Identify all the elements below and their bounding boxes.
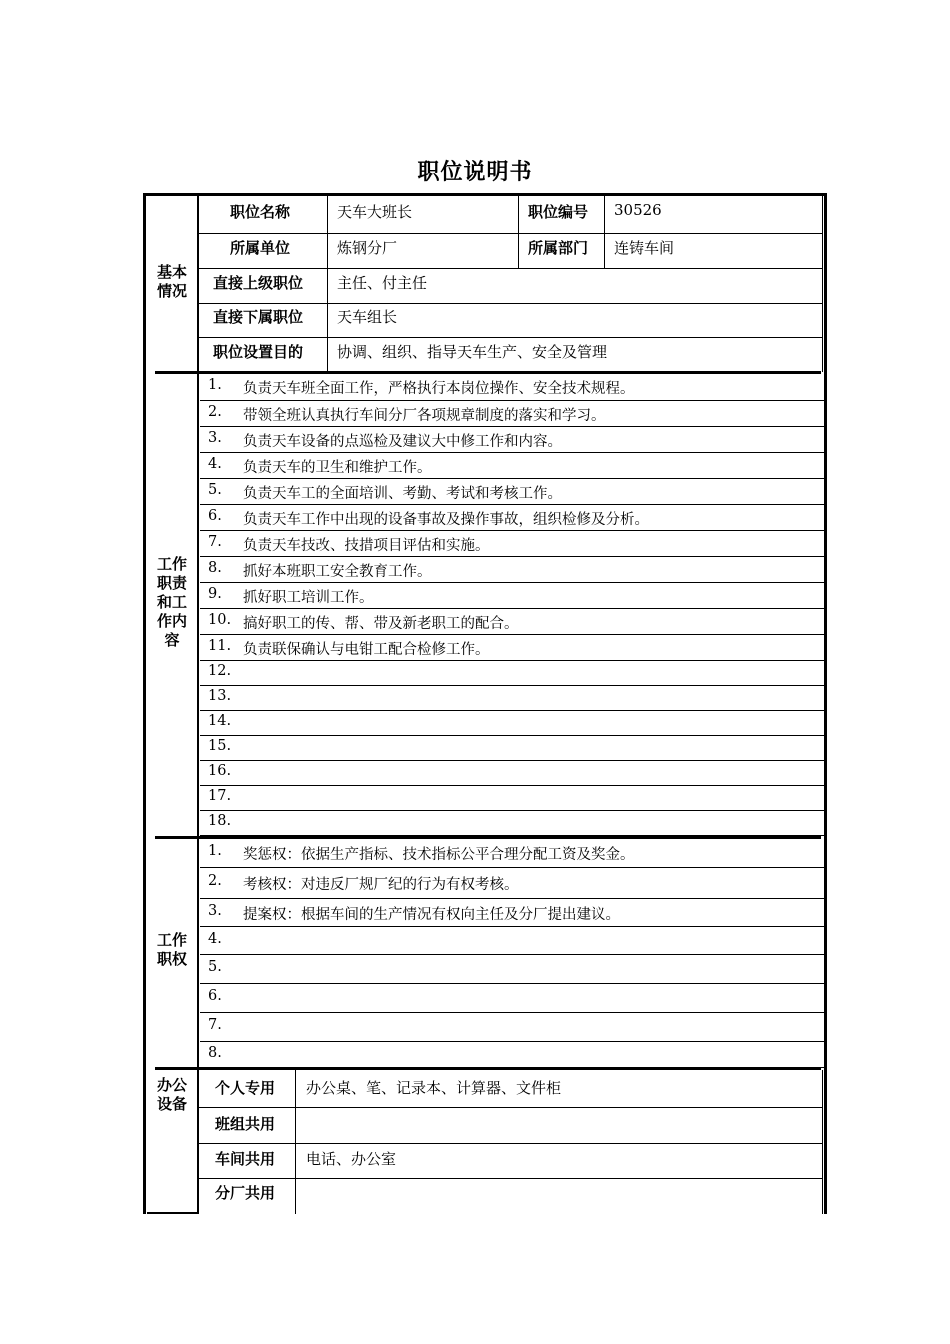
duty-text: 搞好职工的传、帮、带及新老职工的配合。 — [243, 616, 519, 632]
authority-text: 奖惩权：依据生产指标、技术指标公平合理分配工资及奖金。 — [243, 847, 635, 863]
duty-row — [200, 374, 824, 401]
duty-row — [200, 609, 824, 635]
equipment-label: 车间共用 — [215, 1150, 276, 1168]
purpose-value: 协调、组织、指导天车生产、安全及管理 — [337, 343, 608, 361]
duty-row — [200, 711, 824, 736]
table-bottom-edge — [147, 1212, 197, 1214]
duty-row — [200, 661, 824, 686]
duty-text: 负责天车设备的点巡检及建议大中修工作和内容。 — [243, 434, 562, 450]
duty-number: 1. — [208, 377, 222, 393]
authority-row — [200, 868, 824, 899]
basic-divider — [199, 303, 823, 304]
authority-number: 3. — [208, 903, 222, 919]
equipment-divider — [199, 1107, 823, 1108]
duty-number: 13. — [208, 688, 232, 704]
equipment-value: 电话、办公室 — [306, 1150, 397, 1168]
authority-row — [200, 984, 824, 1013]
basic-divider — [518, 234, 519, 268]
duty-row — [200, 557, 824, 583]
duty-row — [200, 453, 824, 479]
authority-number: 8. — [208, 1045, 222, 1061]
authority-number: 6. — [208, 988, 222, 1004]
duty-row — [200, 505, 824, 531]
equipment-label: 班组共用 — [215, 1115, 276, 1133]
duty-number: 18. — [208, 813, 232, 829]
duty-number: 17. — [208, 788, 232, 804]
position-name-value: 天车大班长 — [337, 203, 413, 221]
duty-row — [200, 736, 824, 761]
duty-number: 10. — [208, 612, 232, 628]
unit-label: 所属单位 — [230, 239, 291, 257]
unit-value: 炼钢分厂 — [337, 239, 398, 257]
basic-divider — [604, 196, 605, 268]
authority-row — [200, 927, 824, 955]
duty-number: 6. — [208, 508, 222, 524]
duty-text: 带领全班认真执行车间分厂各项规章制度的落实和学习。 — [243, 408, 606, 424]
duty-number: 12. — [208, 663, 232, 679]
dept-label: 所属部门 — [528, 239, 589, 257]
subordinate-label: 直接下属职位 — [213, 308, 304, 326]
duty-number: 2. — [208, 404, 222, 420]
document-title: 职位说明书 — [417, 160, 533, 185]
position-code-value: 30526 — [614, 201, 662, 219]
basic-divider — [822, 196, 823, 372]
authority-number: 1. — [208, 843, 222, 859]
position-name-label: 职位名称 — [230, 203, 291, 221]
duty-row — [200, 479, 824, 505]
duty-text: 抓好职工培训工作。 — [243, 590, 374, 606]
duty-row — [200, 786, 824, 811]
equipment-divider — [295, 1070, 296, 1214]
duty-text: 负责天车工的全面培训、考勤、考试和考核工作。 — [243, 486, 562, 502]
section-label-duties: 工作 职责 和工 作内 容 — [156, 555, 187, 649]
duty-text: 抓好本班职工安全教育工作。 — [243, 564, 432, 580]
basic-divider — [199, 337, 823, 338]
basic-divider — [199, 268, 823, 269]
duty-number: 14. — [208, 713, 232, 729]
section-label-equipment: 办公 设备 — [156, 1076, 187, 1113]
duty-row — [200, 686, 824, 711]
basic-divider — [518, 196, 519, 234]
duty-number: 5. — [208, 482, 222, 498]
equipment-label: 个人专用 — [215, 1079, 276, 1097]
authority-number: 2. — [208, 873, 222, 889]
duty-text: 负责天车班全面工作，严格执行本岗位操作、安全技术规程。 — [243, 381, 635, 397]
duty-row — [200, 531, 824, 557]
section-column-divider — [197, 196, 199, 1214]
subordinate-value: 天车组长 — [337, 308, 398, 326]
authority-row — [200, 1013, 824, 1042]
dept-value: 连铸车间 — [614, 239, 675, 257]
duty-row — [200, 583, 824, 609]
equipment-divider — [199, 1143, 823, 1144]
duty-row — [200, 761, 824, 786]
authority-row — [200, 899, 824, 927]
duty-row — [200, 635, 824, 661]
superior-label: 直接上级职位 — [213, 274, 304, 292]
duty-row — [200, 427, 824, 453]
duty-row — [200, 401, 824, 427]
authority-text: 提案权：根据车间的生产情况有权向主任及分厂提出建议。 — [243, 907, 620, 923]
duty-text: 负责天车的卫生和维护工作。 — [243, 460, 432, 476]
duty-text: 负责联保确认与电钳工配合检修工作。 — [243, 642, 490, 658]
equipment-label: 分厂共用 — [215, 1184, 276, 1202]
duty-text: 负责天车工作中出现的设备事故及操作事故，组织检修及分析。 — [243, 512, 649, 528]
basic-divider — [327, 196, 328, 372]
authority-text: 考核权：对违反厂规厂纪的行为有权考核。 — [243, 877, 519, 893]
equipment-value: 办公桌、笔、记录本、计算器、文件柜 — [306, 1079, 562, 1097]
duty-number: 3. — [208, 430, 222, 446]
duty-row — [200, 811, 824, 836]
authority-row — [200, 955, 824, 984]
duty-number: 8. — [208, 560, 222, 576]
equipment-divider — [199, 1178, 823, 1179]
authority-row — [200, 1042, 824, 1068]
duty-number: 4. — [208, 456, 222, 472]
equipment-divider — [822, 1070, 823, 1214]
section-divider — [155, 1067, 821, 1070]
superior-value: 主任、付主任 — [337, 274, 428, 292]
position-code-label: 职位编号 — [528, 203, 589, 221]
authority-number: 7. — [208, 1017, 222, 1033]
duty-number: 15. — [208, 738, 232, 754]
duty-number: 7. — [208, 534, 222, 550]
section-label-basic: 基本 情况 — [156, 263, 187, 300]
authority-number: 5. — [208, 959, 222, 975]
duty-number: 11. — [208, 638, 232, 654]
duty-number: 16. — [208, 763, 232, 779]
section-label-authority: 工作 职权 — [156, 931, 187, 968]
authority-number: 4. — [208, 931, 222, 947]
basic-divider — [199, 233, 823, 234]
authority-row — [200, 839, 824, 868]
duty-text: 负责天车技改、技措项目评估和实施。 — [243, 538, 490, 554]
duty-number: 9. — [208, 586, 222, 602]
purpose-label: 职位设置目的 — [213, 343, 304, 361]
